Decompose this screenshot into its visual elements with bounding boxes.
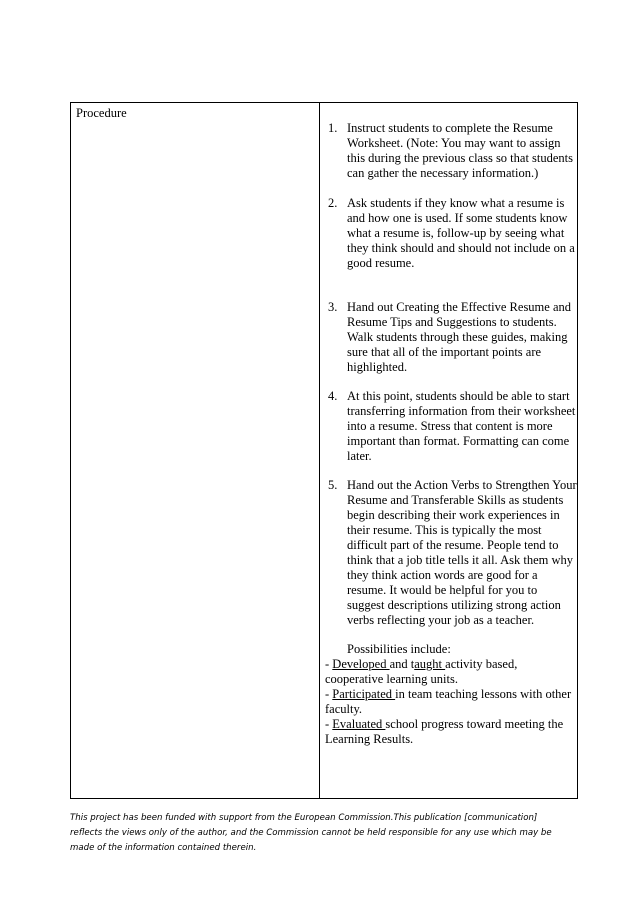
step-number: 5. xyxy=(328,478,338,492)
step-2 xyxy=(325,196,577,271)
step-number: 2. xyxy=(328,196,338,210)
step-text: Instruct students to complete the Resume Worksheet. (Note: You may want to assign this during the previous class so that students can gather the necessary information.) xyxy=(347,121,574,180)
step-5 xyxy=(325,478,577,628)
procedure-content xyxy=(325,121,577,747)
possibility-1: - Developed and taught activity based, cooperative learning units. xyxy=(325,657,518,686)
step-number: 3. xyxy=(328,300,338,314)
step-text: Hand out the Action Verbs to Strengthen Your Resume and Transferable Skills as students begin describing their work experiences in their resume. This is typically the most difficult part of the resume. People tend to think that a job title tells it all. Ask them why they think action words are good for a resume. It would be helpful for you to suggest descriptions utilizing strong action verbs reflecting your job as a teacher. xyxy=(347,478,577,627)
disclaimer-line: This project has been funded with support from the European Commission.This publication [communication] xyxy=(70,813,538,823)
step-number: 1. xyxy=(328,121,338,135)
underlined-verb: Developed xyxy=(332,657,390,671)
procedure-label: Procedure xyxy=(76,106,127,120)
column-divider xyxy=(319,103,320,798)
step-text: Ask students if they know what a resume is and how one is used. If some students know what a resume is, follow-up by seeing what they think should and should not include on a good resume. xyxy=(347,196,575,270)
underlined-verb: aught xyxy=(414,657,446,671)
possibilities-intro: Possibilities include: xyxy=(347,642,451,656)
disclaimer-line: reflects the views only of the author, and the Commission cannot be held responsible for any use which may be xyxy=(70,828,552,838)
funding-disclaimer xyxy=(70,811,580,856)
step-text: Hand out Creating the Effective Resume and Resume Tips and Suggestions to students. Walk students through these guides, making sure that all of the important points are highlighted. xyxy=(347,300,572,374)
step-1 xyxy=(325,121,577,181)
possibility-2: - Participated in team teaching lessons with other faculty. xyxy=(325,687,572,716)
procedure-table xyxy=(70,102,578,799)
step-number: 4. xyxy=(328,389,338,403)
underlined-verb: Participated xyxy=(332,687,396,701)
possibility-3: - Evaluated school progress toward meeting the Learning Results. xyxy=(325,717,564,746)
step-4 xyxy=(325,389,577,464)
step-3 xyxy=(325,300,577,375)
disclaimer-line: made of the information contained therein. xyxy=(70,843,257,853)
step-text: At this point, students should be able to start transferring information from their worksheet into a resume. Stress that content is more important than format. Formatting can come later. xyxy=(347,389,576,463)
underlined-verb: Evaluated xyxy=(332,717,386,731)
